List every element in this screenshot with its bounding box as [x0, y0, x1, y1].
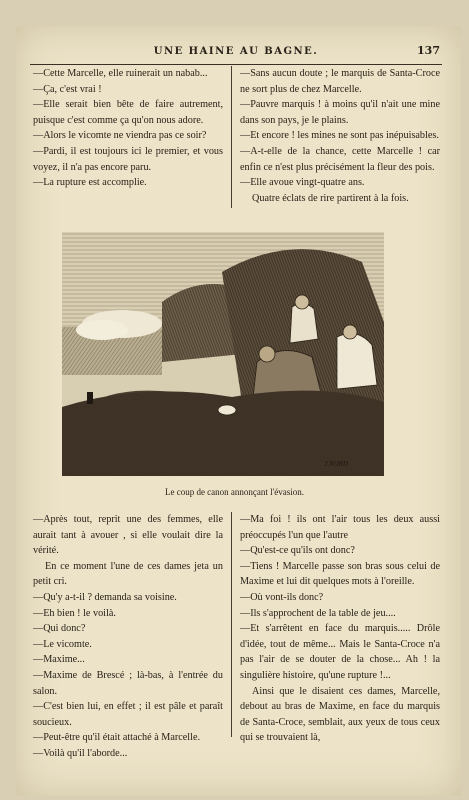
paragraph: —Et encore ! les mines ne sont pas inépuisables.	[240, 130, 439, 142]
text-column-bottom-left	[33, 512, 223, 762]
paragraph: —Où vont-ils donc?	[240, 591, 324, 603]
paragraph: —Maxime de Brescé ; là-bas, à l'entrée du salon.	[33, 669, 223, 697]
paragraph: —Ma foi ! ils ont l'air tous les deux aussi préoccupés l'un que l'autre	[240, 514, 440, 541]
paragraph: —Elle avoue vingt-quatre ans.	[240, 177, 365, 189]
paragraph: —Pauvre marquis ! à moins qu'il n'ait une mine dans son pays, je le plains.	[240, 99, 440, 126]
paragraph: —Après tout, reprit une des femmes, elle aurait tant à avouer , si elle voulait dire la vérité.	[33, 514, 223, 557]
paragraph: —Qu'est-ce qu'ils ont donc?	[240, 545, 355, 557]
paragraph: —La rupture est accomplie.	[33, 177, 147, 189]
paragraph: —Eh bien ! le voilà.	[33, 607, 116, 619]
running-title: UNE HAINE AU BAGNE.	[153, 46, 319, 57]
paragraph: —Et s'arrêtent en face du marquis..... Drôle d'idée, tout de même... Mais le Santa-Croce n'a pas l'air de se douter de la chose... Ah ! la singulière histoire, qu'une rupture !...	[240, 623, 440, 681]
paragraph: —Voilà qu'il l'aborde...	[33, 747, 128, 759]
paragraph: —Ils s'approchent de la table de jeu....	[240, 607, 396, 619]
paragraph: —Alors le vicomte ne viendra pas ce soir?	[33, 130, 207, 142]
illustration-caption: Le coup de canon annonçant l'évasion.	[164, 487, 305, 497]
engraving-drawing	[62, 232, 384, 476]
running-header	[30, 44, 442, 65]
paragraph: —Le vicomte.	[33, 638, 92, 650]
paragraph: —Cette Marcelle, elle ruinerait un nabab...	[33, 68, 208, 79]
paragraph: —C'est bien lui, en effet ; il est pâle et paraît soucieux.	[33, 701, 223, 728]
paragraph: —Qui donc?	[33, 623, 86, 635]
paragraph: —Pardi, il est toujours ici le premier, et vous voyez, il n'a pas encore paru.	[33, 145, 223, 173]
column-divider	[231, 512, 232, 737]
text-column-top-right	[240, 66, 440, 206]
text-column-bottom-right	[240, 512, 440, 746]
paragraph: —Elle serait bien bête de faire autrement, puisque c'est comme ça qu'on nous adore.	[33, 99, 223, 126]
column-divider	[231, 66, 232, 208]
page-number: 137	[417, 44, 440, 57]
paragraph: —Maxime...	[33, 654, 85, 666]
paragraph: Ainsi que le disaient ces dames, Marcelle, debout au bras de Maxime, en face du marquis de Santa-Croce, semblait, aux yeux de tous ceux qui se trouvaient là,	[240, 685, 440, 744]
paragraph: Quatre éclats de rire partirent à la fois.	[252, 192, 409, 204]
paragraph: En ce moment l'une de ces dames jeta un petit cri.	[33, 560, 223, 588]
paragraph: —Peut-être qu'il était attaché à Marcelle.	[33, 732, 201, 744]
paragraph: —Ça, c'est vrai !	[33, 83, 102, 95]
text-column-top-left	[33, 66, 223, 191]
paragraph: —Qu'y a-t-il ? demanda sa voisine.	[33, 591, 177, 603]
paragraph: —Tiens ! Marcelle passe son bras sous celui de Maxime et lui dit quelques mots à l'oreille.	[240, 560, 440, 588]
paragraph: —A-t-elle de la chance, cette Marcelle ! car enfin ce n'est plus précisément la fleur des pois.	[240, 145, 440, 173]
engraving-illustration	[62, 232, 384, 476]
engraver-signature: J.NORD	[324, 460, 348, 468]
paragraph: —Sans aucun doute ; le marquis de Santa-Croce ne sort plus de chez Marcelle.	[240, 68, 440, 95]
